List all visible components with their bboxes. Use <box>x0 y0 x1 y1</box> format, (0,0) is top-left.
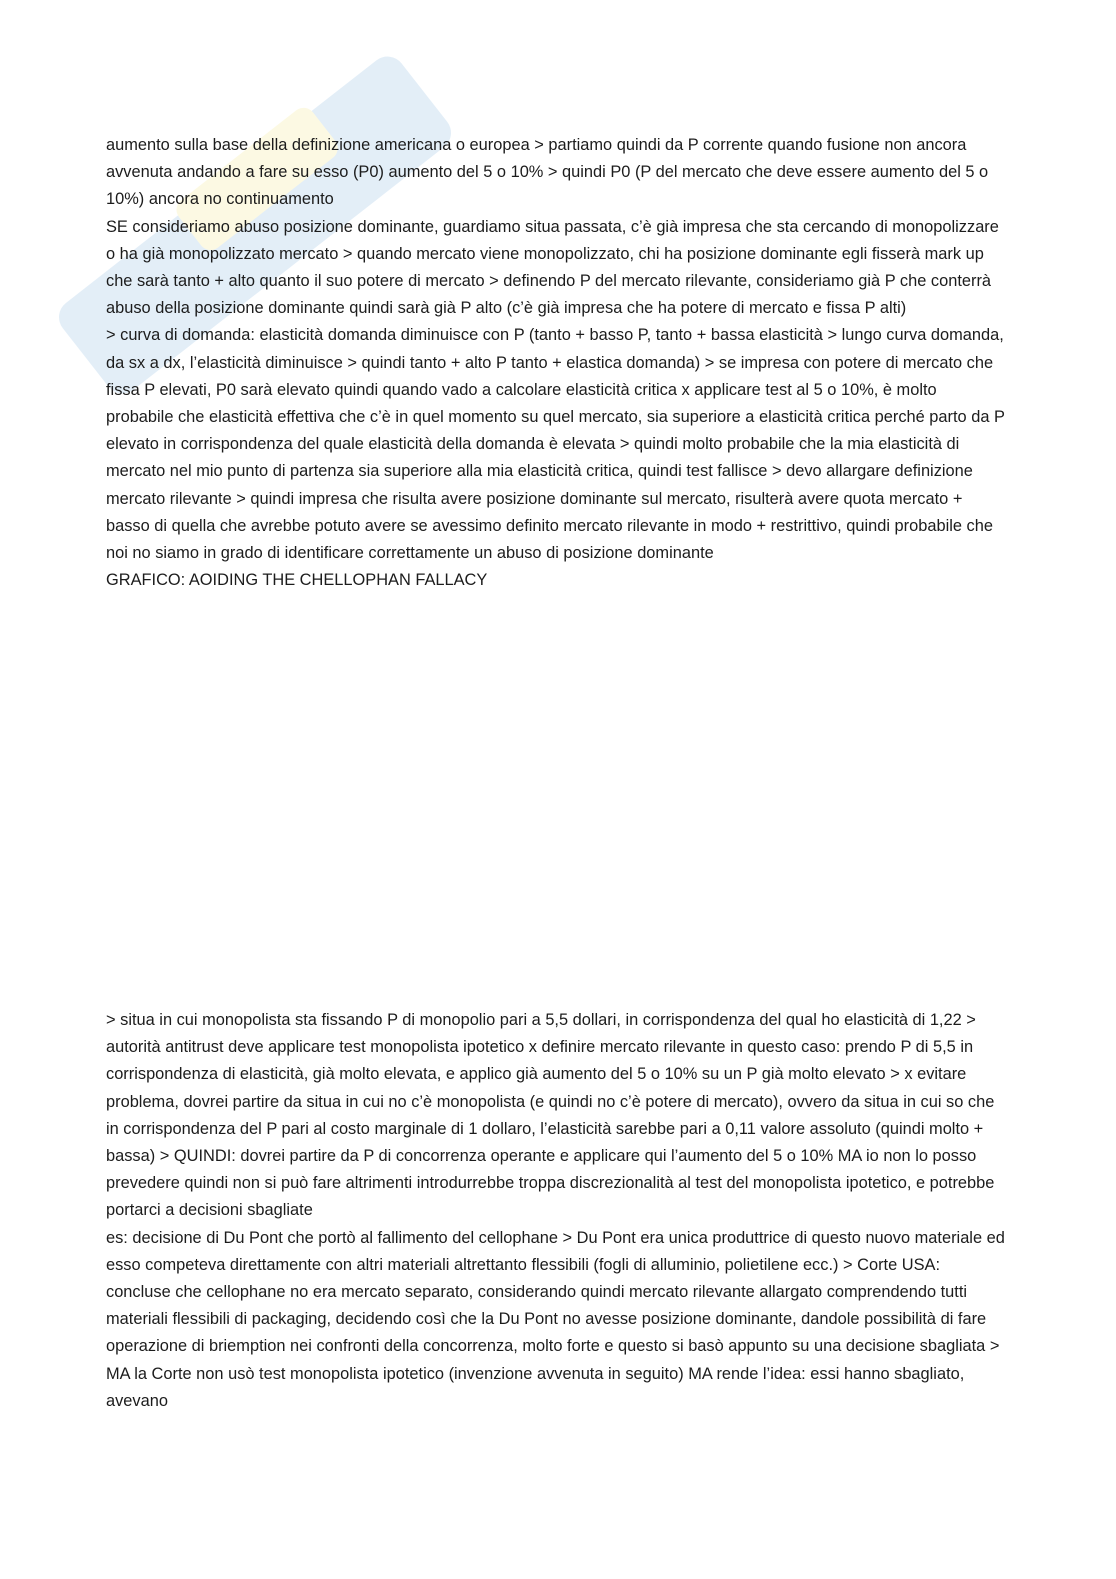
paragraph: es: decisione di Du Pont che portò al fallimento del cellophane > Du Pont era unica produttrice di questo nuovo materiale ed esso competeva direttamente con altri materiali altrettanto flessibili (fogli di alluminio, polietilene ecc.) > Corte USA: concluse che cellophane no era mercato separato, considerando quindi mercato rilevante allargato comprendendo tutti materiali flessibili di packaging, decidendo così che la Du Pont no avesse posizione dominante, dandole possibilità di fare operazione di briemption nei confronti della concorrenza, molto forte e questo si basò appunto su una decisione sbagliata > MA la Corte non usò test monopolista ipotetico (invenzione avvenuta in seguito) MA rende l’idea: essi hanno sbagliato, avevano <box>106 1228 1005 1410</box>
figure-caption: GRAFICO: AOIDING THE CHELLOPHAN FALLACY <box>106 571 488 590</box>
paragraph: aumento sulla base della definizione americana o europea > partiamo quindi da P corrente quando fusione non ancora avvenuta andando a fare su esso (P0) aumento del 5 o 10% > quindi P0 (P del mercato che deve essere aumento del 5 o 10%) ancora no continuamento <box>106 136 989 209</box>
bottom-text-block <box>106 1007 1006 1415</box>
figure-placeholder-area <box>106 650 1006 995</box>
paragraph: > situa in cui monopolista sta fissando P di monopolio pari a 5,5 dollari, in corrispondenza del qual ho elasticità di 1,22 > autorità antitrust deve applicare test monopolista ipotetico x definire mercato rilevante in questo caso: prendo P di 5,5 in corrispondenza di elasticità, già molto elevata, e applico già aumento del 5 o 10% su un P già molto elevato > x evitare problema, dovrei partire da situa in cui no c’è monopolista (e quindi no c’è potere di mercato), ovvero da situa in cui so che in corrispondenza del P pari al costo marginale di 1 dollaro, l’elasticità sarebbe pari a 0,11 valore assoluto (quindi molto + bassa) > QUINDI: dovrei partire da P di concorrenza operante e applicare qui l’aumento del 5 o 10% MA io non lo posso prevedere quindi non si può fare altrimenti introdurrebbe troppa discrezionalità al test del monopolista ipotetico, e potrebbe portarci a decisioni sbagliate <box>106 1011 995 1220</box>
paragraph: > curva di domanda: elasticità domanda diminuisce con P (tanto + basso P, tanto + bassa elasticità > lungo curva domanda, da sx a dx, l’elasticità diminuisce > quindi tanto + alto P tanto + elastica domanda) > se impresa con potere di mercato che fissa P elevati, P0 sarà elevato quindi quando vado a calcolare elasticità critica x applicare test al 5 o 10%, è molto probabile che elasticità effettiva che c’è in quel momento su quel mercato, sia superiore a elasticità critica perché parto da P elevato in corrispondenza del quale elasticità della domanda è elevata > quindi molto probabile che la mia elasticità di mercato nel mio punto di partenza sia superiore alla mia elasticità critica, quindi test fallisce > devo allargare definizione mercato rilevante > quindi impresa che risulta avere posizione dominante sul mercato, risulterà avere quota mercato + basso di quella che avrebbe potuto avere se avessimo definito mercato rilevante in modo + restrittivo, quindi probabile che noi no siamo in grado di identificare correttamente un abuso di posizione dominante <box>106 326 1005 563</box>
paragraph: SE consideriamo abuso posizione dominante, guardiamo situa passata, c’è già impresa che sta cercando di monopolizzare o ha già monopolizzato mercato > quando mercato viene monopolizzato, chi ha posizione dominante egli fisserà mark up che sarà tanto + alto quanto il suo potere di mercato > definendo P del mercato rilevante, consideriamo già P che conterrà abuso della posizione dominante quindi sarà già P alto (c’è già impresa che ha potere di mercato e fissa P alti) <box>106 217 999 318</box>
top-text-block <box>106 132 1006 594</box>
